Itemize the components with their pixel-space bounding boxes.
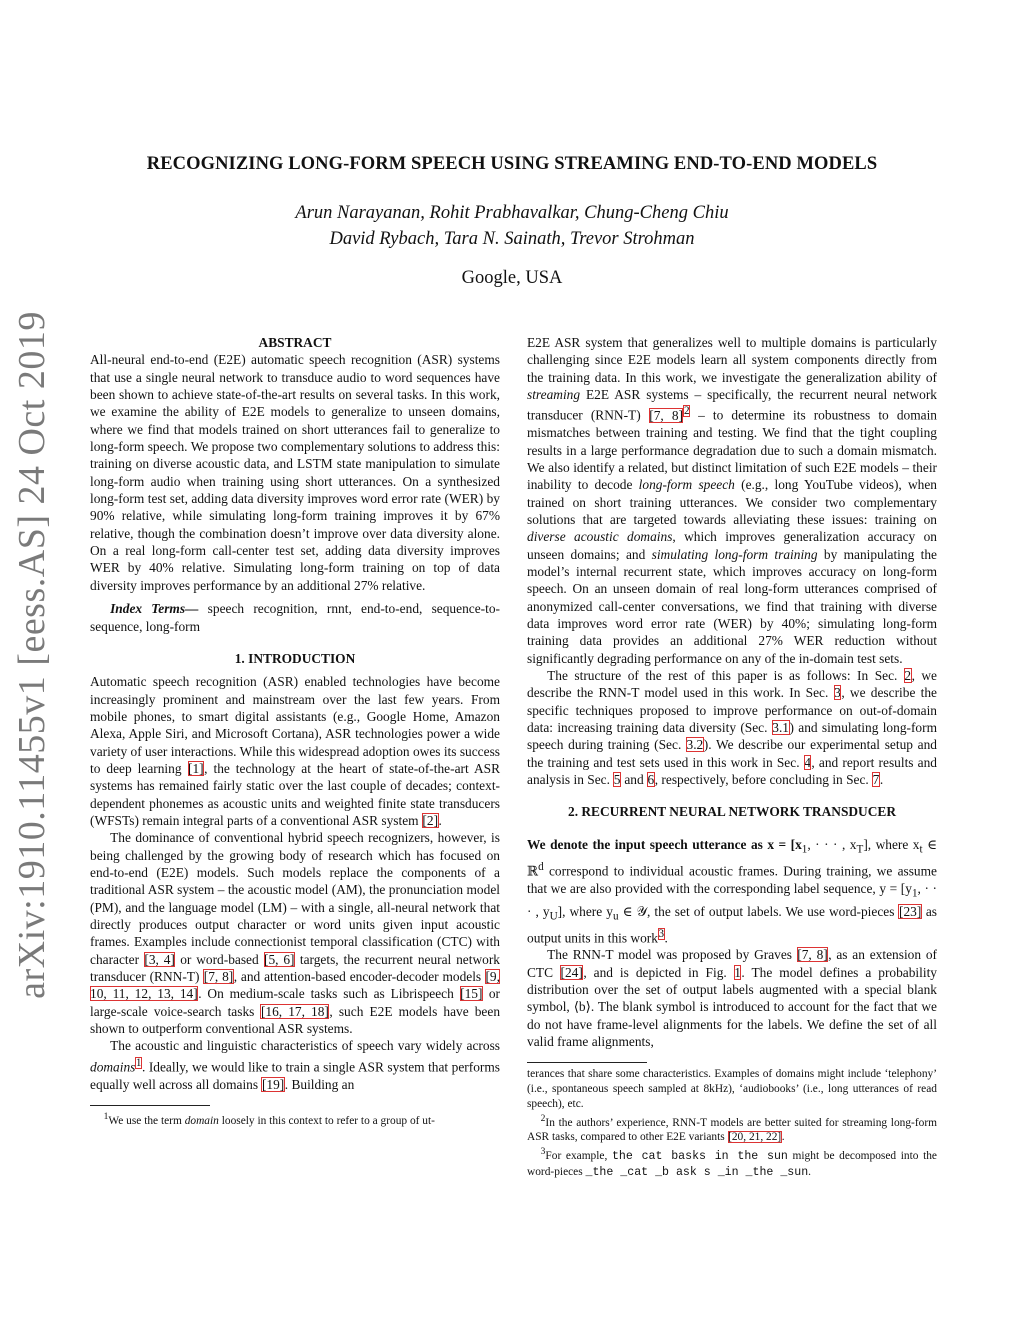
authors-line-2: David Rybach, Tara N. Sainath, Trevor Strohman [329,229,695,249]
citation-link[interactable]: [5, 6] [264,951,295,967]
footnote-2: $^2$In the authors’ experience, RNN-T models are better suited for streaming long-form ASR tasks, compared to other E2E variants [20, 21, 22]. [527,1113,937,1144]
rnnt-heading: 2. RECURRENT NEURAL NETWORK TRANSDUCER [568,804,896,820]
intro-paragraph-3-continued: E2E ASR system that generalizes well to multiple domains is particularly challenging since E2E models learn all system components directly from the training data. In this work, we investigate the generalization ability of streaming E2E ASR systems – specifically, the recurrent neural network transducer (RNN-T) [7, 8]$^2$ – to determine its robustness to domain mismatches between training and testing. We find that the tight coupling results in a large performance degradation due to such a domain mismatch. We also identify a related, but distinct limitation of such E2E models – their inability to decode long-form speech (e.g., long YouTube videos), when trained on short training utterances. We consider two complementary solutions that are targeted towards alleviating these issues: training on diverse acoustic domains, which improves generalization accuracy on unseen domains; and simulating long-form training by manipulating the model’s internal recurrent state, which improves accuracy on long-form speech. On an unseen domain of real long-form utterances comprised of anonymized call-center conversations, we find that training with diverse data improves word error rate (WER) by 40%; simulating long-form training data provides an additional 27% WER reduction without significantly degrading performance on any of the in-domain test sets. [527,335,938,666]
intro-paragraph-2: The dominance of conventional hybrid speech recognizers, however, is being challenged by the growing body of research which has focused on end-to-end (E2E) models. Such models replace the components of a traditional ASR system – the acoustic model (AM), the pronunciation model (PM), and the language model (LM) – with a single, all-neural network that directly produces output character or word units given input acoustic frames. Examples include connectionist temporal classification (CTC) with character [3, 4] or word-based [5, 6] targets, the recurrent neural network transducer (RNN-T) [7, 8], and attention-based encoder-decoder models [9, 10, 11, 12, 13, 14]. On medium-scale tasks such as Librispeech [15] or large-scale voice-search tasks [16, 17, 18], such E2E models have been shown to outperform conventional ASR systems. [90,830,501,1037]
citation-link[interactable]: [2] [422,812,439,828]
citation-link[interactable]: [1] [188,760,204,776]
rnnt-paragraph-1: We denote the input speech utterance as $x = [x_1$, · · · , $x_T$], where $x_t$ ∈ ℝ$^d$ correspond to individual acoustic frames. During training, we assume that we are also provided with the corresponding label sequence, $y = [y_1$, · · · , $y_U$], where $y_u$ ∈ 𝒴, the set of output labels. We use word-pieces [23] as output units in this work$^3$. [527,836,937,946]
citation-link[interactable]: [19] [261,1076,285,1092]
section-link[interactable]: 6 [647,772,655,788]
section-link[interactable]: 4 [804,754,811,770]
footnote-3: $^3$For example, the cat basks in the sun might be decomposed into the word-pieces _the _cat _b ask s _in _the _sun. [527,1147,937,1179]
footnote-link[interactable]: 1 [135,1056,142,1069]
intro-heading: 1. INTRODUCTION [234,650,356,666]
right-column [527,334,937,1181]
citation-link[interactable]: [7, 8] [649,407,683,423]
author-list [80,200,944,252]
abstract-body: All-neural end-to-end (E2E) automatic speech recognition (ASR) systems that use a single neural network to transduce audio to word sequences have been shown to achieve state-of-the-art results on several tasks. In this work, we examine the ability of E2E models to generalize to unseen domains, where we find that models trained on short utterances fail to generalize to long-form speech. We propose two complementary solutions to address this: training on diverse acoustic data, and LSTM state manipulation to simulate long-form audio when training using short utterances. On a synthesized long-form test set, adding data diversity improves word error rate (WER) by 90% relative, while simulating long-form training improves it by 67% relative, though the combination doesn’t improve over data diversity alone. On a real long-form call-center test set, adding data diversity improves WER by 40% relative. Simulating long-form training on top of data diversity improves performance by an additional 27% relative. [90,352,500,593]
footnotes [527,1067,937,1180]
index-terms [90,600,500,635]
citation-link[interactable]: [3, 4] [144,951,175,967]
section-link[interactable]: 2 [904,668,912,683]
footnote-1-continued: terances that share some characteristics. Examples of domains might include ‘telephony’ (i.e., spontaneous speech sampled at 8kHz), ‘audiobooks’ (i.e., long utterances of read speech), etc. [527,1068,937,1111]
intro-paragraph-1: Automatic speech recognition (ASR) enabled technologies have become increasingly prominent and mainstream over the last few years. From mobile phones, to smart digital assistants (e.g., Google Home, Amazon Alexa, Apple Siri, and Microsoft Cortana), ASR technologies power a wide variety of user interactions. While this widespread adoption owes its success to deep learning [1], the technology at the heart of state-of-the-art ASR systems has remained fairly static over the last couple of decades; context-dependent phonemes as acoustic units and weighted finite state transducers (WFSTs) remain integral parts of a conventional ASR system [2]. [90,674,500,828]
section-link[interactable]: 7 [872,772,880,788]
citation-link[interactable]: [15] [460,986,483,1002]
index-terms-label: Index Terms— [110,601,199,617]
arxiv-sidebar-stamp: arXiv:1910.11455v1 [eess.AS] 24 Oct 2019 [11,311,53,999]
left-column [90,334,500,1129]
citation-link[interactable]: [16, 17, 18] [260,1003,329,1019]
authors-line-1: Arun Narayanan, Rohit Prabhavalkar, Chung-Cheng Chiu [295,203,729,223]
citation-link[interactable]: [20, 21, 22] [728,1131,782,1144]
footnote-rule [527,1062,647,1063]
footnote-link[interactable]: 3 [658,927,665,940]
intro-paragraph-4: The structure of the rest of this paper is as follows: In Sec. 2, we describe the RNN-T model used in this work. In Sec. 3, we describe the specific techniques proposed to improve performance on out-of-domain data: increasing training data diversity (Sec. 3.1) and simulating long-form speech during training (Sec. 3.2). We describe our experimental setup and the training and test sets used in this work in Sec. 4, and report results and analysis in Sec. 5 and 6, respectively, before concluding in Sec. 7. [527,668,937,788]
intro-paragraph-3: The acoustic and linguistic characteristics of speech vary widely across domains$^1$. Ideally, we would like to train a single ASR system that performs equally well across all domains [19]. Building an [90,1038,500,1092]
citation-link[interactable]: [7, 8] [203,969,234,985]
rnnt-paragraph-2: The RNN-T model was proposed by Graves [7, 8], as an extension of CTC [24], and is depicted in Fig. 1. The model defines a probability distribution over the set of output labels augmented with a special blank symbol, ⟨b⟩. The blank symbol is introduced to account for the fact that we do not have frame-level alignments for the labels. We define the set of all valid frame alignments, [527,947,938,1050]
paper-title: RECOGNIZING LONG-FORM SPEECH USING STREAMING END-TO-END MODELS [146,154,878,174]
section-link[interactable]: 3.1 [772,720,789,736]
citation-link[interactable]: [23] [898,903,922,919]
section-link[interactable]: 3 [834,685,841,701]
figure-link[interactable]: 1 [734,964,741,980]
abstract-heading: ABSTRACT [258,335,332,350]
footnote-rule [90,1105,210,1106]
citation-link[interactable]: [7, 8] [797,947,828,963]
footnote-link[interactable]: 2 [683,405,690,418]
affiliation: Google, USA [461,268,563,288]
section-link[interactable]: 5 [613,772,621,788]
section-link[interactable]: 3.2 [686,737,704,753]
citation-link[interactable]: [24] [560,964,583,980]
footnote-1: $^1$We use the term domain loosely in this context to refer to a group of ut- [103,1111,435,1127]
citation-link[interactable]: [9, 10, 11, 12, 13, 14] [90,969,500,1002]
index-terms-text: speech recognition, rnnt, end-to-end, sequence-to-sequence, long-form [90,601,500,634]
